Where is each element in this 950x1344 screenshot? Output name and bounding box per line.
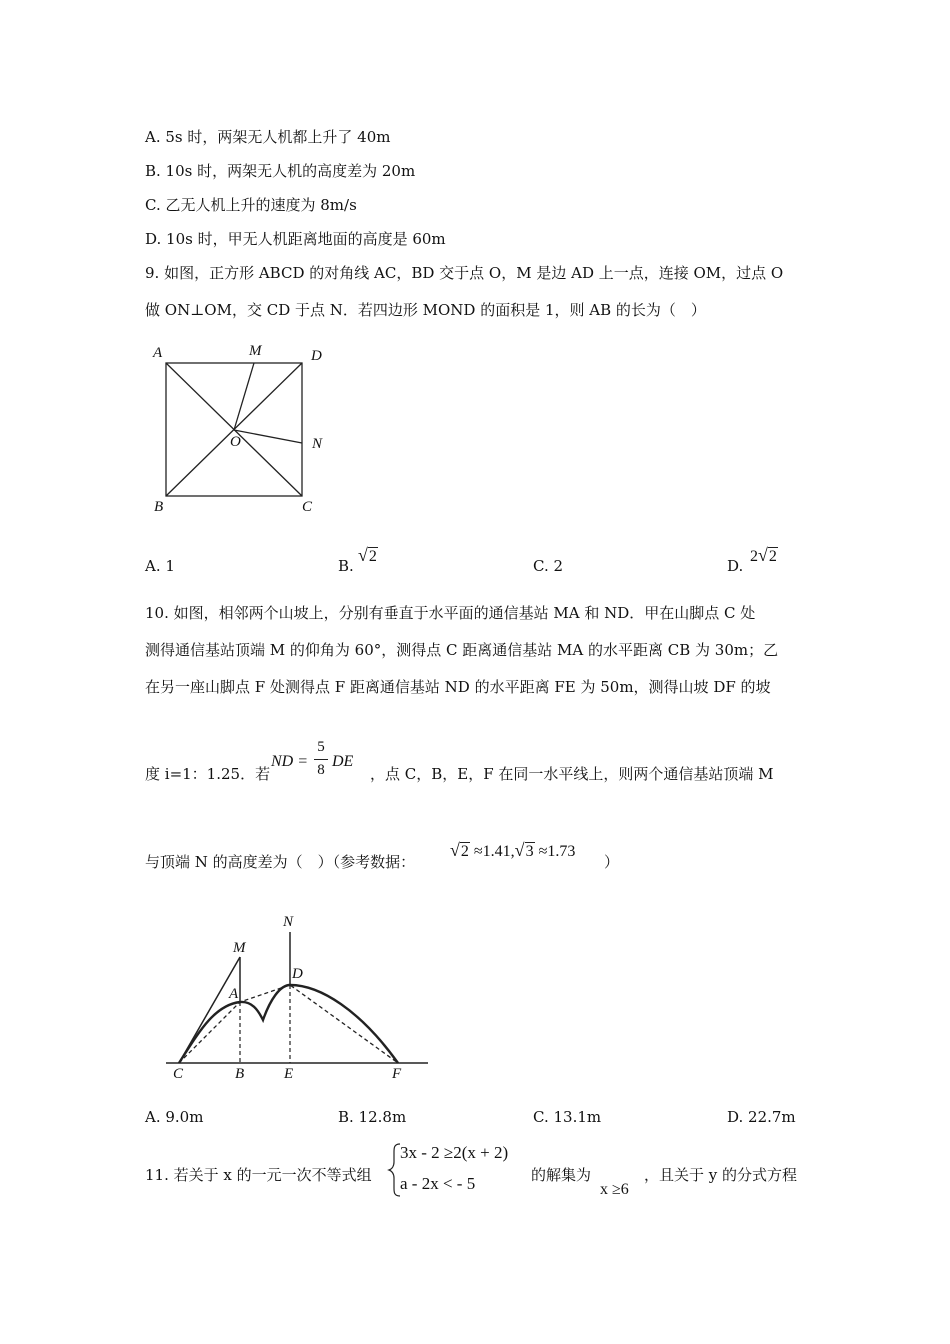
q10-ref-sqrt3: 3 — [525, 843, 534, 860]
q10-option-d: D. 22.7m — [727, 1108, 796, 1126]
q10-label-a: A — [229, 986, 239, 1002]
q10-label-e: E — [284, 1066, 294, 1082]
q10-label-c: C — [173, 1066, 184, 1082]
q10-text-line5a: 与顶端 N 的高度差为（ ）（参考数据： — [145, 853, 416, 871]
q10-ref-approx1: ≈1.41, — [473, 843, 515, 860]
q10-option-a: A. 9.0m — [145, 1108, 204, 1126]
q10-reference-data: √2 ≈1.41,√3 ≈1.73 — [450, 840, 576, 860]
q9-label-d: D — [311, 348, 322, 364]
q9-option-d-prefix: D. — [727, 557, 744, 575]
q10-text-line3: 在另一座山脚点 F 处测得点 F 距离通信基站 ND 的水平距离 FE 为 50m，测得山坡 DF 的坡 — [145, 678, 771, 696]
q9-option-a: A. 1 — [145, 557, 175, 575]
q10-formula-lhs: ND = — [271, 753, 309, 770]
q10-ref-approx2: ≈1.73 — [538, 843, 576, 860]
q9-label-b: B — [154, 499, 164, 515]
q10-label-d: D — [292, 966, 303, 982]
q9-label-c: C — [302, 499, 313, 515]
q10-formula-denominator: 8 — [317, 762, 325, 778]
q11-inequality-2: a - 2x < - 5 — [400, 1174, 476, 1193]
q8-option-a: A. 5s 时，两架无人机都上升了 40m — [145, 128, 391, 146]
q10-option-b: B. 12.8m — [338, 1108, 407, 1126]
q10-ref-sqrt2: 2 — [460, 843, 469, 860]
q9-text-line2: 做 ON⊥OM，交 CD 于点 N．若四边形 MOND 的面积是 1，则 AB 的长为（ ） — [145, 301, 706, 319]
q11-suffix: ，且关于 y 的分式方程 — [644, 1166, 798, 1184]
q9-label-n: N — [312, 436, 323, 452]
q10-label-m: M — [233, 940, 246, 956]
q9-option-c: C. 2 — [533, 557, 564, 575]
q8-option-b: B. 10s 时，两架无人机的高度差为 20m — [145, 162, 416, 180]
q11-prefix: 11. 若关于 x 的一元一次不等式组 — [145, 1166, 372, 1184]
q10-option-c: C. 13.1m — [533, 1108, 602, 1126]
q9-option-b-prefix: B. — [338, 557, 354, 575]
q9-option-b-radicand: 2 — [368, 548, 377, 565]
q10-formula-rhs: DE — [332, 753, 354, 770]
q8-option-c: C. 乙无人机上升的速度为 8m/s — [145, 196, 357, 214]
q10-text-line4a: 度 i=1：1.25．若 — [145, 765, 271, 783]
q9-text-line1: 9. 如图，正方形 ABCD 的对角线 AC，BD 交于点 O，M 是边 AD 上一点，连接 OM，过点 O — [145, 264, 784, 282]
q10-text-line2: 测得通信基站顶端 M 的仰角为 60°，测得点 C 距离通信基站 MA 的水平距离 CB 为 30m；乙 — [145, 641, 779, 659]
q11-inequality-1: 3x - 2 ≥2(x + 2) — [400, 1143, 509, 1162]
q8-option-d: D. 10s 时，甲无人机距离地面的高度是 60m — [145, 230, 446, 248]
q9-label-m: M — [249, 343, 262, 359]
q11-solution: x ≥6 — [600, 1181, 629, 1198]
q10-text-line5b: ） — [604, 853, 620, 871]
q9-option-d-radicand: 2 — [768, 548, 777, 565]
q10-label-f: F — [392, 1066, 402, 1082]
q9-option-d-expr: 2√2 — [750, 545, 777, 565]
q9-label-o: O — [230, 434, 241, 450]
q10-formula-numerator: 5 — [317, 739, 325, 755]
q10-label-b: B — [235, 1066, 245, 1082]
q9-option-b-sqrt: √2 — [358, 545, 377, 565]
q9-label-a: A — [153, 345, 163, 361]
q10-text-line1: 10. 如图，相邻两个山坡上，分别有垂直于水平面的通信基站 MA 和 ND．甲在山脚点 C 处 — [145, 604, 756, 622]
q9-option-d-coef: 2 — [750, 548, 758, 565]
q10-label-n: N — [283, 914, 294, 930]
q11-mid-text: 的解集为 — [531, 1166, 592, 1184]
q10-text-line4b: ，点 C，B，E，F 在同一水平线上，则两个通信基站顶端 M — [370, 765, 774, 783]
